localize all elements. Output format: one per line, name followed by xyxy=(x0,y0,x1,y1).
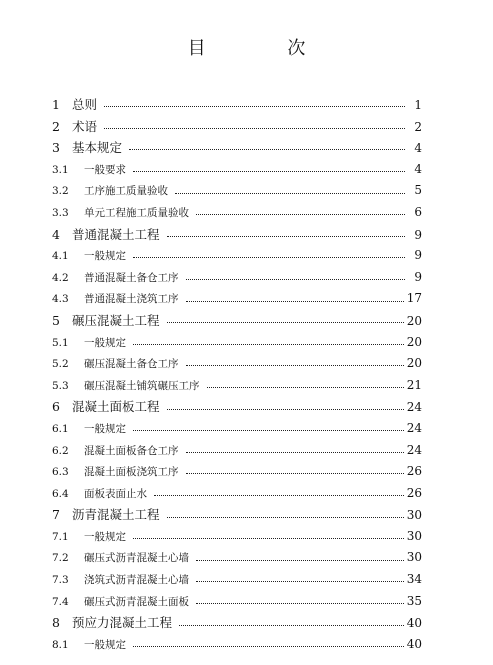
dot-leader xyxy=(133,344,404,345)
toc-entry-title: 碾压式沥青混凝土心墙 xyxy=(84,552,189,565)
toc-entry-number: 3 xyxy=(52,140,60,156)
toc-entry-title: 普通混凝土浇筑工序 xyxy=(84,293,179,306)
dot-leader xyxy=(104,106,405,107)
toc-entry-title: 一般要求 xyxy=(84,163,126,176)
toc-entry-page-number: 30 xyxy=(406,508,422,523)
toc-entry-number: 5 xyxy=(52,312,60,328)
toc-entry-number: 5.1 xyxy=(52,336,69,349)
dot-leader xyxy=(186,301,404,302)
toc-section-entry[interactable] xyxy=(50,332,422,354)
toc-entry-page-number: 24 xyxy=(406,400,422,415)
toc-section-entry[interactable] xyxy=(50,569,422,591)
dot-leader xyxy=(129,149,405,150)
toc-entry-number: 1 xyxy=(52,97,60,112)
toc-entry-number: 7 xyxy=(52,507,60,523)
toc-entry-title: 普通混凝土备仓工序 xyxy=(84,271,179,284)
toc-entry-number: 6.2 xyxy=(52,444,69,457)
dot-leader xyxy=(186,365,404,366)
dot-leader xyxy=(167,322,404,323)
toc-section-entry[interactable] xyxy=(50,159,422,181)
toc-entry-page-number: 6 xyxy=(414,204,422,219)
toc-chapter-entry[interactable] xyxy=(50,137,422,159)
toc-entry-title: 基本规定 xyxy=(72,140,123,156)
toc-entry-number: 7.1 xyxy=(52,530,69,543)
toc-entry-number: 6.3 xyxy=(52,466,69,479)
toc-entry-title: 单元工程施工质量验收 xyxy=(84,206,189,219)
toc-entry-number: 7.3 xyxy=(52,574,69,587)
dot-leader xyxy=(167,236,405,237)
toc-entry-page-number: 34 xyxy=(406,572,422,587)
toc-chapter-entry[interactable] xyxy=(50,310,422,332)
toc-entry-page-number: 40 xyxy=(406,616,422,631)
toc-section-entry[interactable] xyxy=(50,202,422,224)
toc-section-entry[interactable] xyxy=(50,547,422,569)
toc-entry-number: 5.2 xyxy=(52,358,69,371)
toc-entry-page-number: 1 xyxy=(414,98,422,112)
toc-entry-title: 碾压混凝土备仓工序 xyxy=(84,358,179,371)
toc-entry-number: 2 xyxy=(52,118,60,134)
toc-entry-title: 混凝土面板工程 xyxy=(72,399,160,415)
toc-entry-number: 6.4 xyxy=(52,487,69,500)
toc-entry-page-number: 24 xyxy=(406,420,422,435)
dot-leader xyxy=(133,257,405,258)
toc-entry-title: 碾压混凝土铺筑碾压工序 xyxy=(84,379,200,392)
dot-leader xyxy=(175,193,405,194)
dot-leader xyxy=(196,581,404,582)
toc-entry-number: 4.2 xyxy=(52,271,69,284)
dot-leader xyxy=(167,517,404,518)
toc-section-entry[interactable] xyxy=(50,591,422,613)
toc-entry-number: 7.2 xyxy=(52,552,69,565)
toc-entry-page-number: 17 xyxy=(406,291,422,306)
toc-chapter-entry[interactable] xyxy=(50,94,422,116)
toc-section-entry[interactable] xyxy=(50,483,422,505)
dot-leader xyxy=(167,409,404,410)
dot-leader xyxy=(186,279,406,280)
toc-entry-number: 5.3 xyxy=(52,379,69,392)
toc-entry-number: 6 xyxy=(52,399,60,415)
toc-entry-number: 4.1 xyxy=(52,250,69,263)
toc-section-entry[interactable] xyxy=(50,288,422,310)
toc-entry-page-number: 26 xyxy=(406,464,422,479)
toc-section-entry[interactable] xyxy=(50,180,422,202)
toc-entry-page-number: 2 xyxy=(414,119,422,134)
toc-entry-title: 面板表面止水 xyxy=(84,487,147,500)
toc-entry-number: 3.1 xyxy=(52,163,69,176)
toc-entry-page-number: 20 xyxy=(406,313,422,328)
toc-entry-title: 术语 xyxy=(72,118,98,134)
toc-entry-number: 6.1 xyxy=(52,422,69,435)
dot-leader xyxy=(186,473,404,474)
toc-entry-page-number: 30 xyxy=(406,528,422,543)
toc-chapter-entry[interactable] xyxy=(50,116,422,138)
dot-leader xyxy=(133,171,405,172)
toc-entry-number: 7.4 xyxy=(52,595,69,608)
toc-chapter-entry[interactable] xyxy=(50,504,422,526)
toc-entry-page-number: 5 xyxy=(414,183,422,198)
toc-entry-page-number: 35 xyxy=(406,593,422,608)
dot-leader xyxy=(179,625,404,626)
toc-entry-page-number: 4 xyxy=(414,141,422,156)
toc-entry-page-number: 4 xyxy=(414,161,422,176)
toc-entry-title: 混凝土面板浇筑工序 xyxy=(84,466,179,479)
toc-entry-page-number: 9 xyxy=(414,227,422,242)
toc-entry-number: 3.2 xyxy=(52,185,69,198)
toc-entry-page-number: 30 xyxy=(406,550,422,565)
toc-entry-title: 预应力混凝土工程 xyxy=(72,615,173,631)
dot-leader xyxy=(186,452,404,453)
toc-entry-page-number: 20 xyxy=(406,356,422,371)
dot-leader xyxy=(104,128,405,129)
toc-entry-title: 沥青混凝土工程 xyxy=(72,507,160,523)
toc-entry-title: 总则 xyxy=(72,97,98,112)
toc-chapter-entry[interactable] xyxy=(50,224,422,246)
dot-leader xyxy=(196,603,404,604)
toc-entry-title: 碾压式沥青混凝土面板 xyxy=(84,595,189,608)
toc-entry-number: 4 xyxy=(52,226,60,242)
toc-entry-page-number: 9 xyxy=(414,269,422,284)
dot-leader xyxy=(196,560,404,561)
toc-entry-page-number: 9 xyxy=(414,248,422,263)
toc-entry-number: 8.1 xyxy=(52,638,69,651)
dot-leader xyxy=(154,495,404,496)
toc-section-entry[interactable] xyxy=(50,418,422,440)
toc-section-entry[interactable] xyxy=(50,440,422,462)
toc-entry-title: 混凝土面板备仓工序 xyxy=(84,444,179,457)
dot-leader xyxy=(207,387,404,388)
toc-section-entry[interactable] xyxy=(50,245,422,267)
toc-chapter-entry[interactable] xyxy=(50,612,422,634)
toc-entry-page-number: 40 xyxy=(406,636,422,651)
dot-leader xyxy=(196,214,405,215)
toc-entry-page-number: 20 xyxy=(406,334,422,349)
toc-section-entry[interactable] xyxy=(50,461,422,483)
toc-entry-title: 一般规定 xyxy=(84,530,126,543)
toc-entry-title: 工序施工质量验收 xyxy=(84,185,168,198)
page-title: 目 次 xyxy=(187,38,344,59)
toc-entry-title: 一般规定 xyxy=(84,336,126,349)
toc-entry-title: 普通混凝土工程 xyxy=(72,226,160,242)
toc-entry-number: 4.3 xyxy=(52,293,69,306)
toc-chapter-entry[interactable] xyxy=(50,396,422,418)
toc-entry-number: 8 xyxy=(52,615,60,631)
dot-leader xyxy=(133,646,404,647)
toc-entry-page-number: 26 xyxy=(406,485,422,500)
dot-leader xyxy=(133,538,404,539)
toc-section-entry[interactable] xyxy=(50,526,422,548)
toc-entry-number: 3.3 xyxy=(52,206,69,219)
toc-entry-title: 一般规定 xyxy=(84,422,126,435)
toc-section-entry[interactable] xyxy=(50,267,422,289)
dot-leader xyxy=(133,430,404,431)
toc-entry-title: 一般规定 xyxy=(84,638,126,651)
toc-entry-title: 浇筑式沥青混凝土心墙 xyxy=(84,574,189,587)
toc-section-entry[interactable] xyxy=(50,353,422,375)
toc-entry-title: 碾压混凝土工程 xyxy=(72,312,160,328)
toc-entry-title: 一般规定 xyxy=(84,250,126,263)
toc-entry-page-number: 21 xyxy=(406,377,422,392)
table-of-contents xyxy=(50,94,422,655)
toc-entry-page-number: 24 xyxy=(406,442,422,457)
toc-section-entry[interactable] xyxy=(50,375,422,397)
toc-section-entry[interactable] xyxy=(50,634,422,656)
